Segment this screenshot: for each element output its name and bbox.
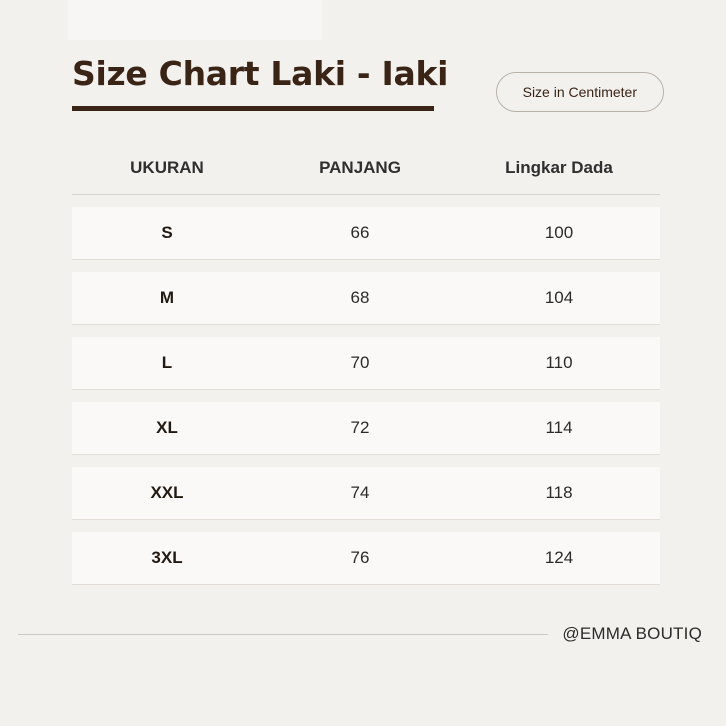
cell-panjang: 68 [350, 288, 370, 307]
table-row [72, 207, 660, 260]
cell-lingkar-dada: 110 [545, 353, 573, 372]
table-row [72, 272, 660, 325]
cell-panjang: 76 [350, 548, 370, 567]
table-row [72, 467, 660, 520]
table-header-row [72, 152, 660, 195]
column-header-lingkar-dada: Lingkar Dada [505, 158, 613, 177]
cell-lingkar-dada: 124 [544, 548, 574, 567]
cell-lingkar-dada: 104 [544, 288, 574, 307]
cell-ukuran: XXL [150, 483, 184, 502]
page-title: Size Chart Laki - Iaki [72, 54, 449, 93]
title-block [72, 56, 448, 111]
cell-panjang: 66 [350, 223, 370, 242]
title-underline [72, 106, 434, 111]
brand-handle: @EMMA BOUTIQ [562, 624, 702, 643]
column-header-panjang: PANJANG [319, 158, 401, 177]
cell-panjang: 74 [350, 483, 370, 502]
background-panel [68, 0, 322, 40]
table-row [72, 532, 660, 585]
table-row [72, 337, 660, 390]
footer [18, 624, 702, 644]
cell-ukuran: L [161, 353, 173, 372]
column-header-ukuran: UKURAN [130, 158, 204, 177]
table-row [72, 402, 660, 455]
cell-ukuran: 3XL [151, 548, 183, 567]
size-table [72, 152, 660, 585]
footer-divider [18, 634, 548, 635]
cell-ukuran: XL [156, 418, 178, 437]
cell-panjang: 70 [350, 353, 370, 372]
cell-lingkar-dada: 114 [545, 418, 573, 437]
unit-badge: Size in Centimeter [496, 72, 664, 112]
cell-ukuran: M [159, 288, 175, 307]
header [72, 56, 664, 112]
cell-panjang: 72 [350, 418, 370, 437]
cell-lingkar-dada: 100 [544, 223, 574, 242]
cell-lingkar-dada: 118 [545, 483, 573, 502]
cell-ukuran: S [161, 223, 173, 242]
